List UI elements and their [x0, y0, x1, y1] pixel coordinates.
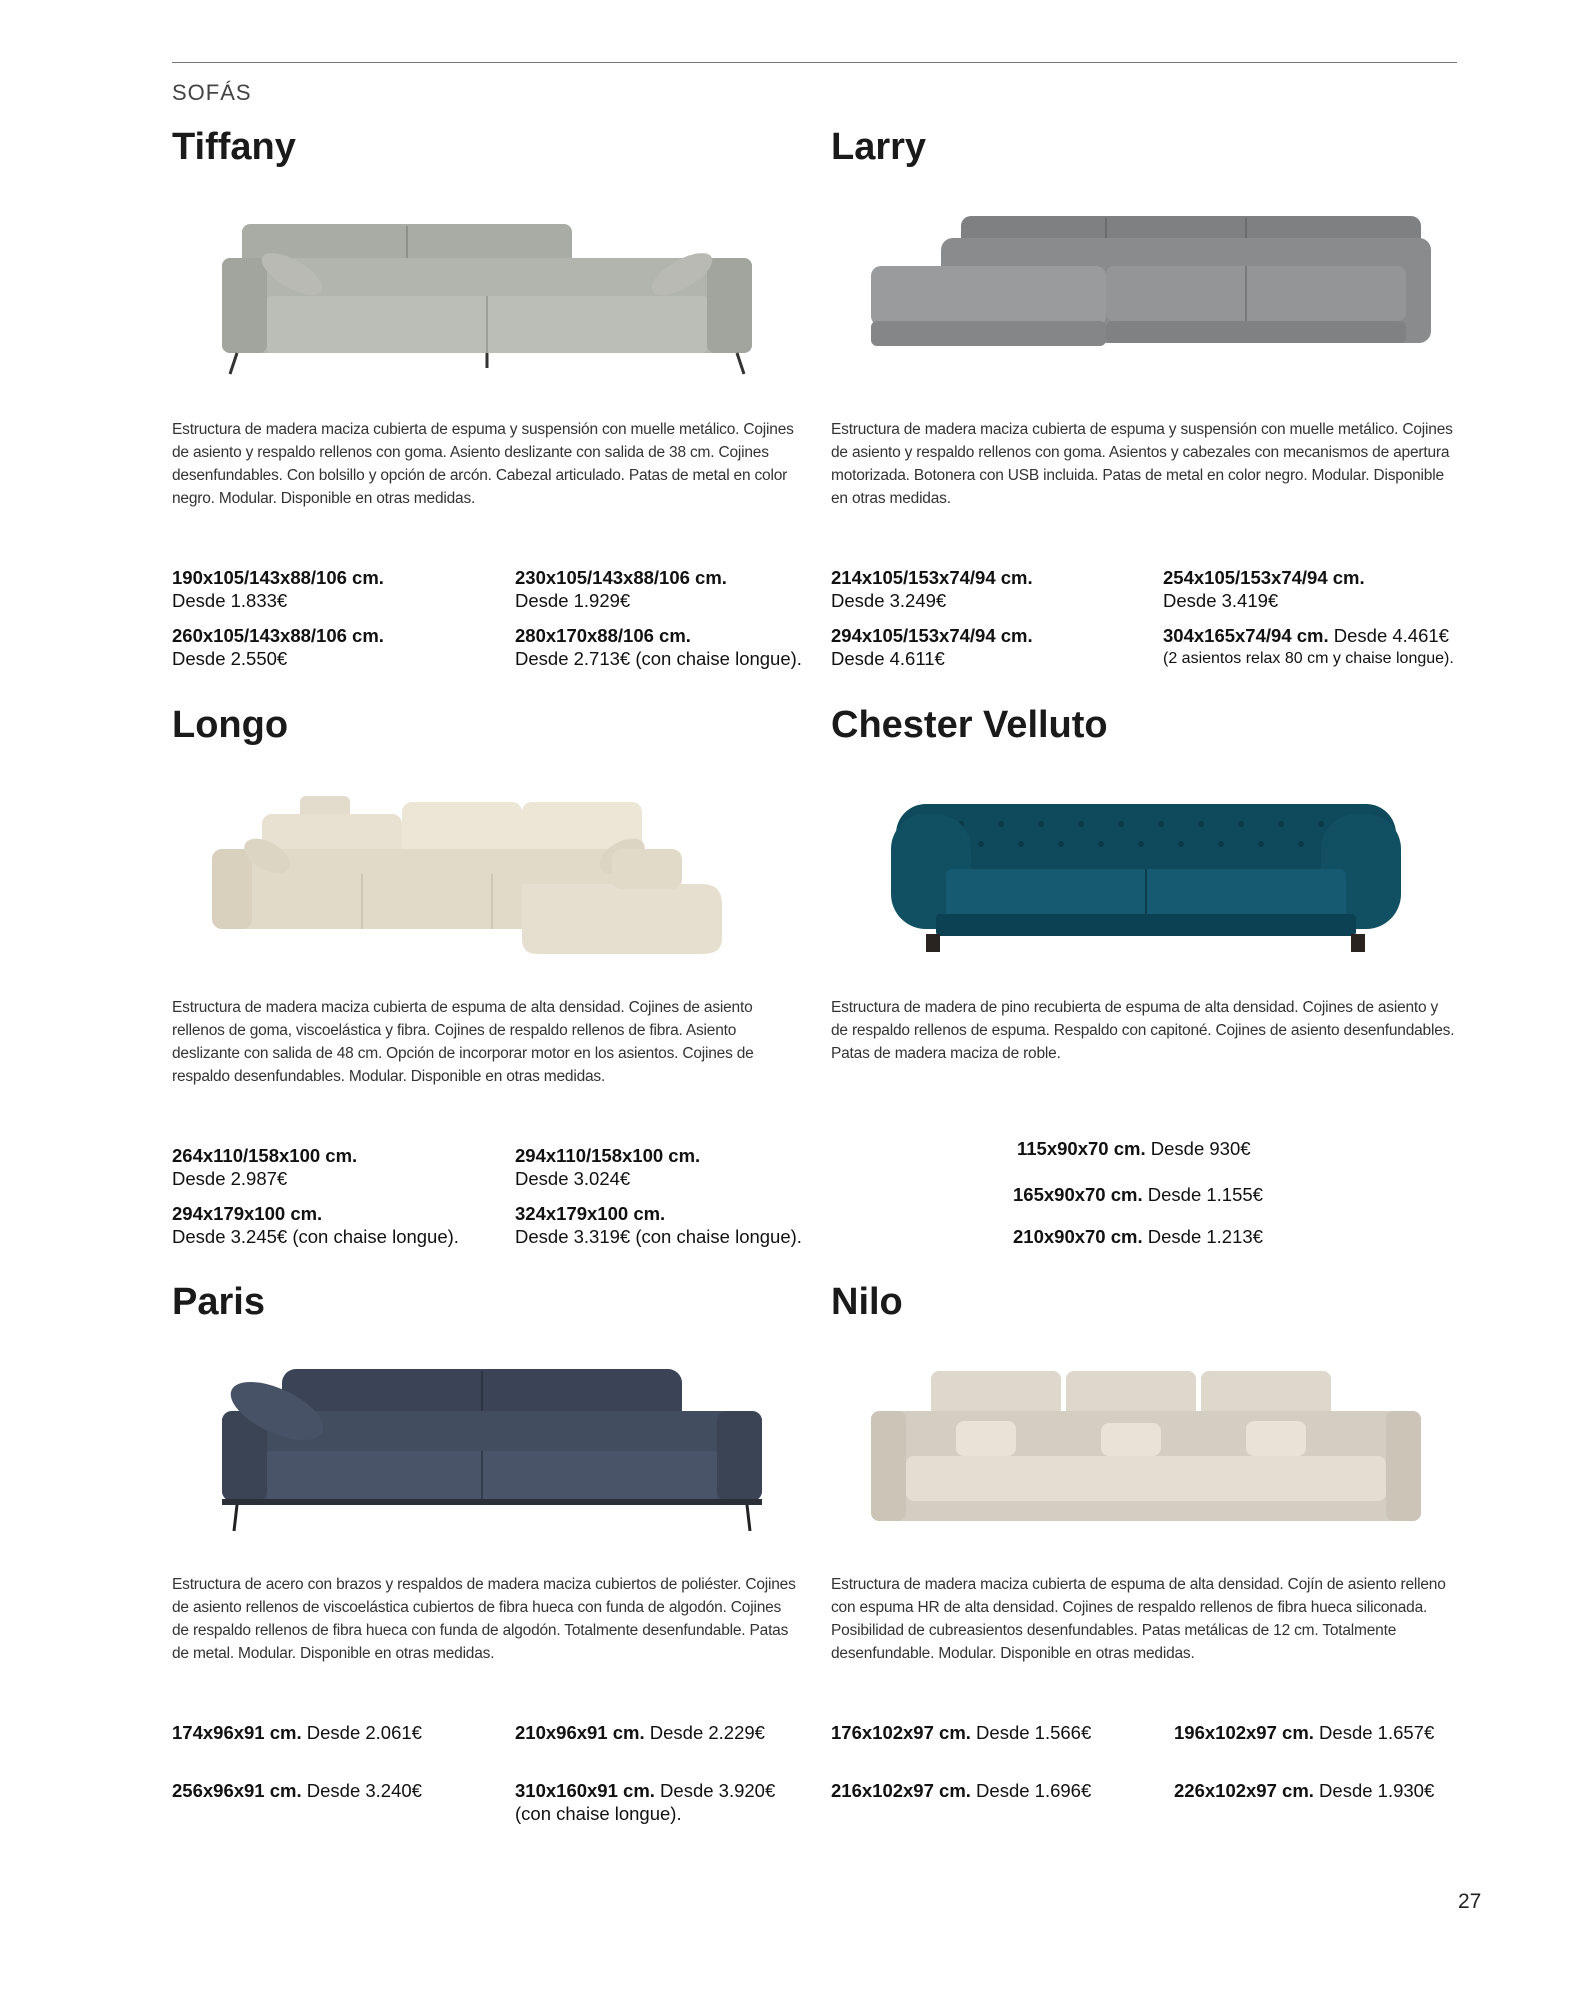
size-price-value: Desde 3.245€ (con chaise longue).: [172, 1226, 459, 1247]
size-price-value: Desde 1.696€: [976, 1780, 1092, 1801]
sofa-image-larry: [851, 196, 1441, 396]
size-dims: 294x105/153x74/94 cm.: [831, 625, 1033, 646]
size-dims: 226x102x97 cm.: [1174, 1780, 1314, 1801]
sofa-icon: [851, 1351, 1441, 1551]
size-price: [515, 1144, 700, 1190]
size-price: [831, 1779, 1091, 1802]
size-dims: 214x105/153x74/94 cm.: [831, 567, 1033, 588]
size-dims: 324x179x100 cm.: [515, 1203, 666, 1224]
size-price-value: Desde 3.240€: [306, 1780, 422, 1801]
product-title: Chester Velluto: [831, 704, 1108, 746]
size-dims: 310x160x91 cm.: [515, 1780, 655, 1801]
product-longo: [172, 704, 802, 1274]
size-dims: 254x105/153x74/94 cm.: [1163, 567, 1365, 588]
size-price: [1174, 1779, 1434, 1802]
size-dims: 210x96x91 cm.: [515, 1722, 645, 1743]
size-price-value: Desde 3.249€: [831, 590, 947, 611]
size-price: [172, 624, 384, 670]
product-title: Larry: [831, 126, 927, 168]
size-price-value: Desde 930€: [1150, 1138, 1251, 1159]
size-price: [515, 1202, 802, 1248]
header-rule: [172, 62, 1457, 63]
size-price-value: Desde 2.550€: [172, 648, 288, 669]
sofa-image-chester: [851, 774, 1441, 974]
size-price: [1174, 1721, 1434, 1744]
product-description: Estructura de madera de pino recubierta de espuma de alta densidad. Cojines de asiento y de respaldo rellenos de espuma. Respaldo con capitoné. Cojines de asiento desenfundables. Patas de madera maciza de roble.: [831, 999, 1455, 1062]
sofa-image-longo: [192, 774, 782, 974]
size-price: [515, 624, 802, 670]
size-price: [831, 566, 1033, 612]
size-price-value: Desde 1.155€: [1147, 1184, 1263, 1205]
size-dims: 115x90x70 cm.: [1017, 1138, 1146, 1159]
product-tiffany: [172, 126, 802, 696]
size-price: [1163, 566, 1365, 612]
size-price-value: Desde 3.920€: [660, 1780, 776, 1801]
size-price-value: Desde 1.930€: [1319, 1780, 1435, 1801]
size-price-value: Desde 1.833€: [172, 590, 288, 611]
sofa-icon: [192, 196, 782, 396]
size-price: [515, 1779, 775, 1825]
sofa-icon: [851, 774, 1441, 974]
size-price: [172, 1202, 459, 1248]
product-description: Estructura de madera maciza cubierta de espuma de alta densidad. Cojín de asiento relleno con espuma HR de alta densidad. Cojines de respaldo rellenos de fibra hueca siliconada. Posibilidad de cubreasientos desenfundables. Patas metálicas de 12 cm. Totalmente desenfundable. Modular. Disponible en otras medidas.: [831, 1576, 1446, 1662]
page-number: 27: [1458, 1890, 1482, 1913]
size-price-value: Desde 4.461€: [1333, 625, 1449, 646]
product-description: Estructura de madera maciza cubierta de espuma y suspensión con muelle metálico. Cojines de asiento y respaldo rellenos con goma. Asiento deslizante con salida de 38 cm. Cojines desenfundables. Con bolsillo y opción de arcón. Cabezal articulado. Patas de metal en color negro. Modular. Disponible en otras medidas.: [172, 421, 794, 507]
size-price: [1013, 1183, 1263, 1206]
size-price-value: Desde 1.566€: [976, 1722, 1092, 1743]
size-dims: 216x102x97 cm.: [831, 1780, 971, 1801]
size-note: (2 asientos relax 80 cm y chaise longue).: [1163, 650, 1454, 667]
product-larry: [831, 126, 1461, 696]
size-price-value: Desde 2.061€: [306, 1722, 422, 1743]
sofa-image-tiffany: [192, 196, 782, 396]
size-price: [831, 1721, 1091, 1744]
size-price-value: Desde 2.713€ (con chaise longue).: [515, 648, 802, 669]
section-label: SOFÁS: [172, 80, 252, 105]
size-dims: 260x105/143x88/106 cm.: [172, 625, 384, 646]
sofa-image-paris: [192, 1351, 782, 1551]
size-price-value: Desde 2.229€: [649, 1722, 765, 1743]
size-dims: 256x96x91 cm.: [172, 1780, 302, 1801]
product-nilo: [831, 1281, 1461, 1851]
size-price-value: Desde 4.611€: [831, 648, 945, 669]
size-dims: 210x90x70 cm.: [1013, 1226, 1143, 1247]
size-dims: 230x105/143x88/106 cm.: [515, 567, 727, 588]
size-price-value: Desde 2.987€: [172, 1168, 288, 1189]
product-chester-velluto: [831, 704, 1461, 1274]
size-price-value: Desde 1.929€: [515, 590, 631, 611]
product-paris: [172, 1281, 802, 1851]
size-price: [172, 1144, 357, 1190]
size-dims: 264x110/158x100 cm.: [172, 1145, 358, 1166]
size-dims: 304x165x74/94 cm.: [1163, 625, 1329, 646]
size-price: [172, 1779, 422, 1802]
size-price: [1163, 624, 1454, 670]
size-note: (con chaise longue).: [515, 1803, 682, 1824]
size-price-value: Desde 3.024€: [515, 1168, 631, 1189]
product-description: Estructura de madera maciza cubierta de espuma de alta densidad. Cojines de asiento rellenos de goma, viscoelástica y fibra. Cojines de respaldo rellenos de fibra. Asiento deslizante con salida de 48 cm. Opción de incorporar motor en los asientos. Cojines de respaldo desenfundables. Modular. Disponible en otras medidas.: [172, 999, 754, 1085]
product-title: Longo: [172, 704, 289, 746]
product-title: Tiffany: [172, 126, 296, 168]
product-description: Estructura de madera maciza cubierta de espuma y suspensión con muelle metálico. Cojines de asiento y respaldo rellenos con goma. Asientos y cabezales con mecanismos de apertura motorizada. Botonera con USB incluida. Patas de metal en color negro. Modular. Disponible en otras medidas.: [831, 421, 1453, 507]
sofa-icon: [192, 774, 782, 974]
product-title: Nilo: [831, 1281, 903, 1323]
size-price-value: Desde 1.657€: [1319, 1722, 1435, 1743]
size-dims: 280x170x88/106 cm.: [515, 625, 691, 646]
size-price: [1013, 1225, 1263, 1248]
product-title: Paris: [172, 1281, 265, 1323]
size-price-value: Desde 3.419€: [1163, 590, 1279, 611]
size-price: [1017, 1137, 1251, 1160]
size-dims: 165x90x70 cm.: [1013, 1184, 1143, 1205]
size-dims: 294x179x100 cm.: [172, 1203, 323, 1224]
size-dims: 190x105/143x88/106 cm.: [172, 567, 384, 588]
size-price: [515, 1721, 765, 1744]
size-price: [172, 1721, 422, 1744]
sofa-image-nilo: [851, 1351, 1441, 1551]
size-price: [172, 566, 384, 612]
size-dims: 196x102x97 cm.: [1174, 1722, 1314, 1743]
size-price-value: Desde 3.319€ (con chaise longue).: [515, 1226, 802, 1247]
size-price-value: Desde 1.213€: [1147, 1226, 1263, 1247]
product-description: Estructura de acero con brazos y respaldos de madera maciza cubiertos de poliéster. Cojines de asiento rellenos de viscoelástica cubiertos de fibra hueca con funda de algodón. Cojines de respaldo rellenos de fibra hueca con funda de algodón. Totalmente desenfundable. Patas de metal. Modular. Disponible en otras medidas.: [172, 1576, 796, 1662]
size-dims: 294x110/158x100 cm.: [515, 1145, 701, 1166]
size-dims: 176x102x97 cm.: [831, 1722, 971, 1743]
size-dims: 174x96x91 cm.: [172, 1722, 302, 1743]
sofa-icon: [851, 196, 1441, 396]
sofa-icon: [192, 1351, 782, 1551]
size-price: [515, 566, 727, 612]
size-price: [831, 624, 1033, 670]
